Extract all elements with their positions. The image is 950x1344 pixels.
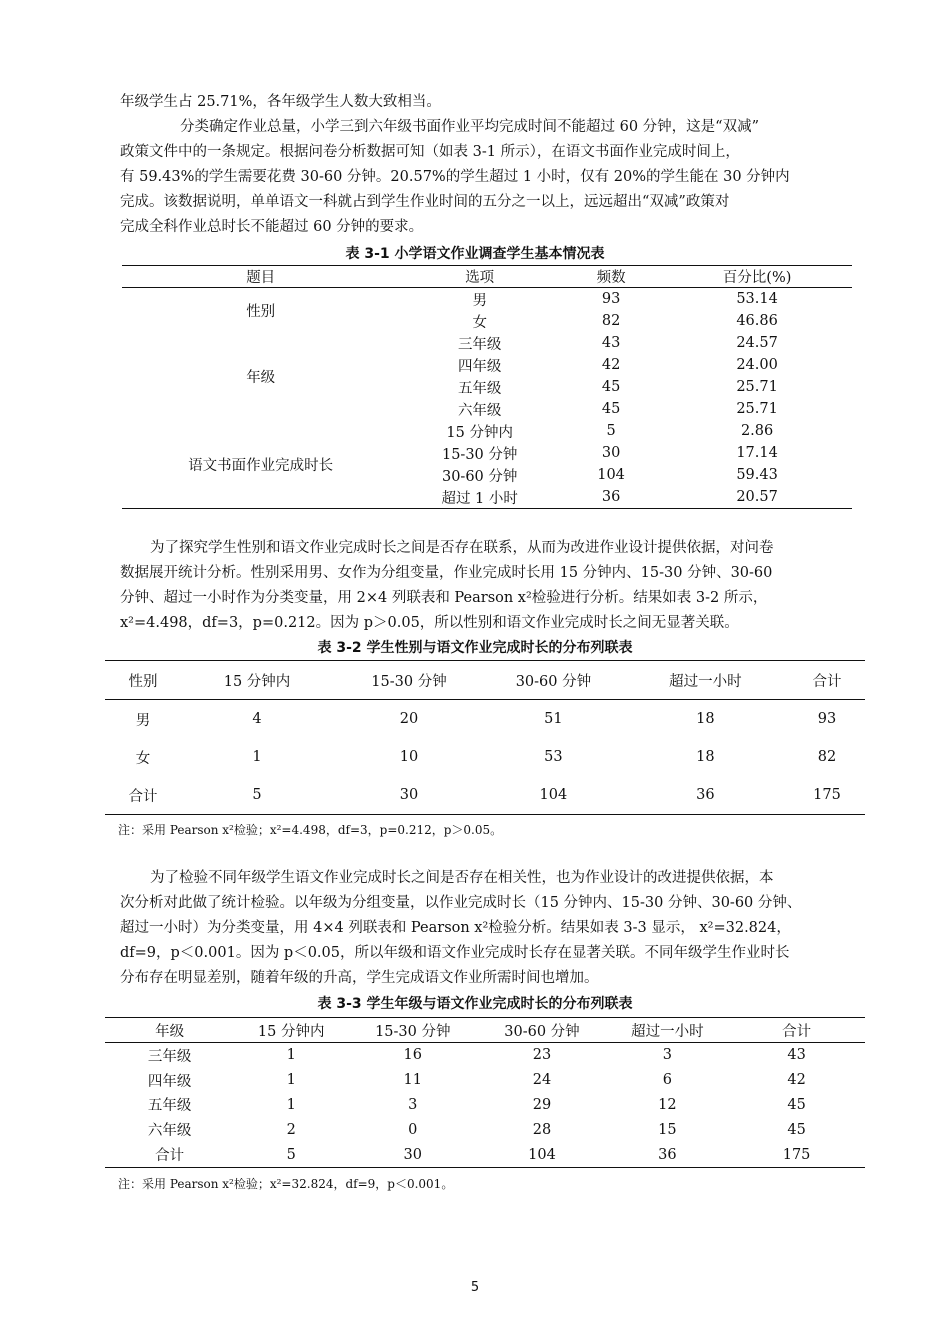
table-cell: 53 <box>544 749 563 765</box>
table-cell: 15 分钟内 <box>446 424 513 441</box>
column-header: 合计 <box>728 1018 865 1043</box>
table-cell: 28 <box>532 1121 552 1138</box>
table-cell: 45 <box>601 401 621 417</box>
table-cell: 104 <box>597 467 625 483</box>
paragraph-line: x²=4.498，df=3，p=0.212。因为 p＞0.05，所以性别和语文作业完成时长之间无显著关联。 <box>120 615 739 631</box>
table-row <box>105 1117 865 1142</box>
table-cell: 25.71 <box>736 401 778 417</box>
table-cell: 42 <box>787 1072 806 1089</box>
table-cell: 20.57 <box>736 489 778 505</box>
column-header: 15 分钟内 <box>234 1018 348 1043</box>
table-2 <box>105 660 865 815</box>
column-header: 选项 <box>399 266 560 288</box>
table-cell: 45 <box>787 1096 806 1113</box>
table-row <box>105 1142 865 1167</box>
table-row <box>105 776 865 815</box>
column-header: 频数 <box>560 266 662 288</box>
table-cell: 四年级 <box>457 358 502 375</box>
column-header: 超过一小时 <box>607 1018 729 1043</box>
table-cell: 女 <box>135 750 151 767</box>
paragraph-line: 数据展开统计分析。性别采用男、女作为分组变量，作业完成时长用 15 分钟内、15-30 分钟、30-60 <box>120 565 773 581</box>
table-cell: 104 <box>528 1146 556 1163</box>
table-row <box>105 1043 865 1068</box>
table-cell: 82 <box>817 749 837 765</box>
table-cell: 1 <box>286 1072 296 1089</box>
column-header: 15-30 分钟 <box>348 1018 477 1043</box>
column-header: 15 分钟内 <box>181 661 333 700</box>
table-cell: 93 <box>601 291 621 307</box>
table-cell: 175 <box>782 1146 811 1163</box>
column-header: 30-60 分钟 <box>485 661 622 700</box>
table-1-caption: 表 3-1 小学语文作业调查学生基本情况表 <box>345 246 605 262</box>
topic-cell: 年级 <box>246 369 276 386</box>
table-cell: 2.86 <box>740 423 774 439</box>
page-number: 5 <box>470 1280 480 1295</box>
table-cell: 6 <box>662 1072 672 1089</box>
table-row <box>122 332 852 354</box>
paragraph-line: 分类确定作业总量，小学三到六年级书面作业平均完成时间不能超过 60 分钟，这是“双减” <box>180 119 759 135</box>
table-cell: 36 <box>696 787 715 803</box>
table-header-row <box>105 661 865 700</box>
column-header: 性别 <box>105 661 181 700</box>
table-row <box>105 700 865 739</box>
table-cell: 女 <box>472 314 487 331</box>
table-header-row <box>105 1018 865 1043</box>
table-cell: 43 <box>601 335 621 351</box>
table-cell: 1 <box>286 1096 296 1113</box>
table-cell: 18 <box>696 711 715 727</box>
table-cell: 42 <box>601 357 621 373</box>
table-cell: 24 <box>532 1072 552 1089</box>
paragraph-line: 完成。该数据说明，单单语文一科就占到学生作业时间的五分之一以上，远远超出“双减”政策对 <box>120 194 730 210</box>
table-cell: 46.86 <box>736 313 778 329</box>
table-cell: 1 <box>286 1047 296 1064</box>
table-cell: 29 <box>532 1096 552 1113</box>
table-cell: 82 <box>601 313 621 329</box>
paragraph-line: 分钟、超过一小时作为分类变量，用 2×4 列联表和 Pearson x²检验进行分析。结果如表 3-2 所示， <box>120 590 768 606</box>
paragraph-line: 为了检验不同年级学生语文作业完成时长之间是否存在相关性，也为作业设计的改进提供依据，本 <box>150 870 774 886</box>
table-cell: 男 <box>135 712 151 729</box>
table-row <box>122 288 852 311</box>
table-cell: 5 <box>286 1146 296 1163</box>
table-cell: 23 <box>532 1047 552 1064</box>
table-row <box>122 420 852 442</box>
table-cell: 36 <box>658 1146 677 1163</box>
paragraph-line: 完成全科作业总时长不能超过 60 分钟的要求。 <box>120 219 424 235</box>
table-cell: 0 <box>408 1121 418 1138</box>
paragraph-line: 次分析对此做了统计检验。以年级为分组变量，以作业完成时长（15 分钟内、15-30 分钟、30-60 分钟、 <box>120 895 802 911</box>
table-cell: 六年级 <box>147 1123 192 1140</box>
paragraph-line: 分布存在明显差别，随着年级的升高，学生完成语文作业所需时间也增加。 <box>120 970 599 986</box>
table-2-note: 注：采用 Pearson x²检验；x²=4.498，df=3，p=0.212，p＞0.05。 <box>118 823 503 837</box>
table-cell: 合计 <box>155 1148 185 1165</box>
paragraph-line: 政策文件中的一条规定。根据问卷分析数据可知（如表 3-1 所示），在语文书面作业完成时间上， <box>120 144 740 160</box>
table-3-note: 注：采用 Pearson x²检验；x²=32.824，df=9，p＜0.001。 <box>118 1177 454 1191</box>
table-cell: 104 <box>539 787 568 803</box>
table-cell: 30-60 分钟 <box>441 468 518 485</box>
table-row <box>105 1068 865 1093</box>
table-cell: 三年级 <box>147 1048 192 1065</box>
table-cell: 五年级 <box>147 1098 192 1115</box>
table-1 <box>122 265 852 509</box>
table-cell: 25.71 <box>736 379 778 395</box>
table-cell: 93 <box>817 711 837 727</box>
table-cell: 59.43 <box>736 467 778 483</box>
table-row <box>105 738 865 776</box>
column-header: 30-60 分钟 <box>477 1018 606 1043</box>
table-3-caption: 表 3-3 学生年级与语文作业完成时长的分布列联表 <box>317 996 633 1012</box>
table-cell: 1 <box>252 749 262 765</box>
table-cell: 合计 <box>128 788 158 805</box>
table-cell: 六年级 <box>457 402 502 419</box>
table-cell: 36 <box>601 489 621 505</box>
column-header: 题目 <box>122 266 399 288</box>
paragraph-2 <box>120 536 860 636</box>
paragraph-line: 为了探究学生性别和语文作业完成时长之间是否存在联系，从而为改进作业设计提供依据，对问卷 <box>150 540 774 556</box>
table-cell: 10 <box>399 749 419 765</box>
table-cell: 15 <box>658 1121 677 1138</box>
table-cell: 175 <box>813 787 841 803</box>
table-2-caption: 表 3-2 学生性别与语文作业完成时长的分布列联表 <box>317 640 633 656</box>
table-cell: 16 <box>403 1047 422 1064</box>
table-cell: 15-30 分钟 <box>441 446 518 463</box>
column-header: 15-30 分钟 <box>333 661 485 700</box>
table-cell: 男 <box>472 292 487 309</box>
table-cell: 51 <box>544 711 563 727</box>
table-cell: 2 <box>286 1121 296 1138</box>
table-cell: 三年级 <box>457 336 502 353</box>
table-cell: 12 <box>658 1096 677 1113</box>
table-cell: 3 <box>662 1047 672 1064</box>
column-header: 超过一小时 <box>622 661 789 700</box>
table-cell: 5 <box>252 787 262 803</box>
table-cell: 3 <box>408 1096 418 1113</box>
table-cell: 11 <box>403 1072 422 1089</box>
column-header: 合计 <box>789 661 865 700</box>
table-cell: 30 <box>403 1146 422 1163</box>
table-cell: 24.00 <box>736 357 778 373</box>
table-cell: 43 <box>787 1047 806 1064</box>
table-cell: 45 <box>601 379 621 395</box>
table-cell: 五年级 <box>457 380 502 397</box>
paragraph-line: 有 59.43%的学生需要花费 30-60 分钟。20.57%的学生超过 1 小时，仅有 20%的学生能在 30 分钟内 <box>120 169 790 185</box>
table-cell: 4 <box>252 711 262 727</box>
paragraph-1 <box>120 115 860 240</box>
table-cell: 5 <box>606 423 616 439</box>
table-cell: 超过 1 小时 <box>441 490 518 507</box>
paragraph-line: df=9，p＜0.001。因为 p＜0.05，所以年级和语文作业完成时长存在显著关联。不同年级学生作业时长 <box>120 945 790 961</box>
table-cell: 45 <box>787 1121 806 1138</box>
table-cell: 20 <box>399 711 419 727</box>
table-cell: 53.14 <box>736 291 778 307</box>
paragraph-3 <box>120 866 860 991</box>
table-cell: 17.14 <box>736 445 778 461</box>
intro-tail-paragraph <box>120 90 860 115</box>
table-cell: 四年级 <box>147 1073 192 1090</box>
column-header: 年级 <box>105 1018 234 1043</box>
column-header: 百分比(%) <box>662 266 852 288</box>
topic-cell: 语文书面作业完成时长 <box>188 457 334 474</box>
table-cell: 30 <box>399 787 419 803</box>
table-row <box>105 1093 865 1118</box>
table-cell: 24.57 <box>736 335 778 351</box>
table-cell: 18 <box>696 749 715 765</box>
topic-cell: 性别 <box>246 303 276 320</box>
paragraph-line: 超过一小时）为分类变量，用 4×4 列联表和 Pearson x²检验分析。结果如表 3-3 显示， x²=32.824， <box>120 920 791 936</box>
paragraph-line: 年级学生占 25.71%，各年级学生人数大致相当。 <box>120 94 441 110</box>
table-3 <box>105 1017 865 1168</box>
table-cell: 30 <box>601 445 621 461</box>
table-header-row <box>122 266 852 288</box>
